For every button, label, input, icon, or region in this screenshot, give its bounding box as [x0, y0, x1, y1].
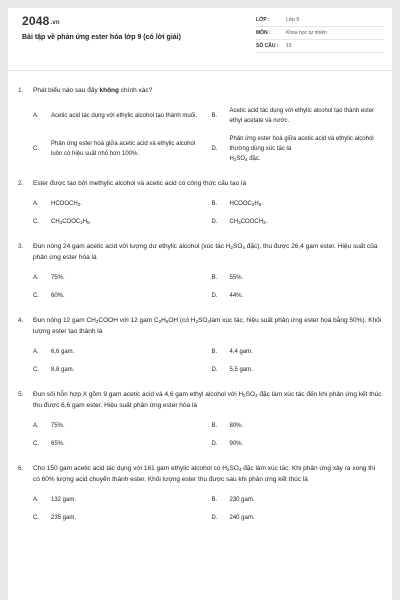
worksheet-title: Bài tập về phản ứng ester hóa lớp 9 (có lời giải)	[22, 34, 181, 41]
option-b[interactable]	[212, 347, 383, 357]
formula-part: HCOOCH	[51, 201, 78, 207]
formula-part: đặc.	[247, 156, 261, 162]
option-c[interactable]	[33, 439, 204, 449]
question-number: 1.	[18, 87, 24, 94]
option-letter: A.	[33, 349, 39, 355]
question-1	[18, 85, 382, 164]
formula-part: H	[229, 156, 234, 162]
option-grid	[18, 199, 382, 227]
formula-subscript: 4	[207, 319, 210, 324]
stem-part: Phát biểu nào sau đây	[33, 87, 100, 94]
stem-part: Đun nóng 12 gam CH	[33, 317, 96, 324]
option-text: 44%.	[229, 293, 244, 299]
stem-part: Đun nóng 24 gam acetic acid với lượng dư ethylic alcohol (xúc tác H	[33, 243, 231, 250]
option-text: 65%.	[51, 441, 65, 447]
option-letter: B.	[211, 423, 218, 429]
formula-subscript: 2	[243, 393, 246, 398]
stem-part: SO	[233, 243, 243, 250]
question-number: 2.	[18, 180, 24, 187]
question-stem: Ester được tạo bởi methylic alcohol và acetic acid có công thức cấu tạo là	[33, 180, 247, 187]
option-d[interactable]	[212, 291, 383, 301]
option-b[interactable]	[212, 199, 383, 209]
formula-subscript: 2	[158, 319, 162, 324]
question-6	[18, 463, 382, 523]
formula-subscript: 2	[80, 220, 83, 225]
stem-part: đặc làm xúc tác. Khi phản ứng xảy ra xong thì có 60% lượng acid chuyển thành ester. Khối lượng ester thu được sau khi phản ứng kết thúc là	[33, 465, 376, 483]
option-letter: A.	[33, 275, 39, 281]
stem-part: Cho 150 gam acetic acid tác dụng với 161 gam ethylic alcohol có H	[33, 465, 227, 472]
option-d[interactable]	[212, 365, 383, 375]
option-text	[51, 217, 204, 227]
option-d[interactable]	[212, 134, 383, 164]
option-letter: B.	[211, 275, 218, 281]
question-number: 5.	[18, 391, 24, 398]
logo-text: 2048	[22, 14, 50, 28]
option-letter: C.	[33, 441, 39, 447]
option-c[interactable]	[33, 134, 204, 164]
formula-part: HCOOC	[229, 201, 252, 207]
question-number: 6.	[18, 465, 24, 472]
option-text: 4,4 gam.	[229, 349, 253, 355]
option-letter: C.	[33, 293, 39, 299]
formula-part: SO	[236, 156, 246, 162]
formula-part: .	[261, 201, 263, 207]
stem-part: chính xác?	[119, 87, 153, 94]
option-letter: A.	[33, 201, 39, 207]
option-letter: D.	[211, 367, 218, 373]
worksheet-meta-table	[256, 14, 384, 53]
question-4	[18, 315, 382, 375]
formula-part: .	[89, 219, 92, 225]
question-stem	[33, 389, 382, 411]
formula-subscript: 2	[233, 157, 237, 162]
option-letter: B.	[211, 113, 218, 119]
formula-subscript: 2	[195, 319, 198, 324]
option-text: 5,5 gam.	[229, 367, 253, 373]
option-a[interactable]	[33, 106, 204, 126]
question-3	[18, 241, 382, 301]
worksheet-page	[8, 8, 392, 600]
question-number: 4.	[18, 317, 24, 324]
option-text	[51, 199, 204, 209]
option-letter: D.	[211, 219, 218, 225]
option-text: 132 gam.	[51, 497, 77, 503]
meta-label: MÔN :	[256, 30, 271, 36]
stem-part: OH (có H	[168, 317, 196, 324]
formula-part: CH	[229, 219, 239, 225]
option-letter: A.	[33, 113, 39, 119]
option-letter: C.	[33, 146, 39, 152]
option-d[interactable]	[212, 217, 383, 227]
option-letter: A.	[33, 423, 39, 429]
option-text: 6,6 gam.	[51, 349, 75, 355]
option-text: Acetic acid tác dụng với ethylic alcohol tạo thành muối.	[51, 113, 198, 119]
question-stem	[33, 463, 382, 485]
option-text: Phản ứng ester hoá giữa acetic acid và ethylic alcohol luôn có hiệu suất nhỏ hơn 100%.	[51, 141, 196, 157]
option-text: 75%.	[51, 275, 65, 281]
option-text: 90%.	[229, 441, 244, 447]
formula-subscript: 4	[245, 157, 248, 162]
stem-part: Đun sôi hỗn hợp X gồm 9 gam acetic acid và 4,6 gam ethyl alcohol với H	[33, 391, 244, 398]
option-letter: D.	[211, 441, 218, 447]
option-c[interactable]	[33, 513, 204, 523]
option-letter: B.	[211, 201, 218, 207]
question-list	[8, 71, 392, 523]
formula-part: H	[82, 219, 88, 225]
option-letter: D.	[211, 146, 218, 152]
formula-subscript: 3	[77, 202, 81, 207]
formula-subscript: 4	[238, 467, 242, 472]
formula-subscript: 2	[226, 467, 230, 472]
formula-subscript: 2	[251, 202, 255, 207]
option-text: 80%.	[229, 423, 244, 429]
formula-subscript: 4	[255, 393, 258, 398]
formula-subscript: 3	[59, 220, 63, 225]
formula-part: COOC	[62, 219, 81, 225]
option-text: 230 gam.	[229, 497, 255, 503]
option-c[interactable]	[33, 365, 204, 375]
question-5	[18, 389, 382, 449]
stem-part: COOH với 12 gam C	[98, 317, 159, 324]
stem-part: SO	[197, 317, 208, 324]
meta-label: LỚP :	[256, 17, 270, 23]
logo-suffix: .vn	[50, 20, 60, 26]
option-d[interactable]	[212, 439, 383, 449]
option-grid	[18, 347, 382, 375]
meta-label: SỐ CÂU :	[256, 43, 279, 49]
stem-emphasis: không	[99, 87, 119, 94]
option-text	[230, 217, 383, 227]
question-2	[18, 178, 382, 227]
option-text: 8,8 gam.	[51, 367, 75, 373]
meta-value: Khoa học tự nhiên	[286, 30, 327, 36]
question-stem	[33, 241, 382, 263]
meta-row-subject	[256, 27, 384, 40]
worksheet-header	[8, 8, 392, 71]
option-text: 75%.	[51, 423, 65, 429]
option-grid	[18, 106, 382, 164]
option-grid	[18, 421, 382, 449]
formula-subscript: 3	[238, 220, 241, 225]
question-number: 3.	[18, 243, 24, 250]
option-grid	[18, 273, 382, 301]
formula-subscript: 5	[258, 202, 262, 207]
option-letter: C.	[33, 367, 39, 373]
option-text	[230, 134, 383, 164]
stem-part: H	[161, 317, 166, 324]
formula-subscript: 3	[95, 319, 99, 324]
stem-part: SO	[245, 391, 256, 398]
meta-value: Lớp 9	[286, 17, 300, 23]
formula-part: CH	[51, 219, 60, 225]
formula-part: H	[254, 201, 259, 207]
question-stem	[33, 315, 382, 337]
option-letter: C.	[33, 515, 39, 521]
option-letter: D.	[211, 515, 218, 521]
option-text: 60%.	[51, 293, 65, 299]
option-grid	[18, 495, 382, 523]
meta-value: 10	[286, 43, 292, 49]
option-letter: D.	[211, 293, 218, 299]
option-d[interactable]	[212, 513, 383, 523]
meta-row-count	[256, 40, 384, 53]
option-b[interactable]	[212, 495, 383, 505]
formula-part: .	[80, 201, 82, 207]
option-a[interactable]	[33, 495, 204, 505]
option-b[interactable]	[212, 273, 383, 283]
formula-subscript: 3	[263, 220, 266, 225]
option-c[interactable]	[33, 217, 204, 227]
option-text-part: Phản ứng ester hoá giữa acetic acid và ethylic alcohol thường dùng xúc tác là	[229, 136, 374, 152]
option-c[interactable]	[33, 291, 204, 301]
option-a[interactable]	[33, 273, 204, 283]
stem-part: đặc làm xúc tác đến khi phản ứng kết thúc thu được 6,6 gam ester. Hiệu suất phản ứng ester hóa là	[33, 391, 382, 409]
option-text: 55%.	[229, 275, 244, 281]
formula-subscript: 5	[87, 220, 90, 225]
option-a[interactable]	[33, 199, 204, 209]
option-a[interactable]	[33, 421, 204, 431]
formula-part: COOCH	[240, 219, 264, 225]
option-letter: B.	[211, 497, 218, 503]
formula-subscript: 5	[165, 319, 169, 324]
stem-part: SO	[229, 465, 239, 472]
meta-row-grade	[256, 14, 384, 27]
stem-part: làm xúc tác, hiệu suất phản ứng ester hoá bằng 50%). Khối lượng ester tạo thành là	[33, 317, 382, 335]
option-text: Acetic acid tác dụng với ethylic alcohol tạo thành ester ethyl acetate và nước.	[229, 108, 375, 124]
option-text	[230, 199, 383, 209]
formula-part: .	[265, 219, 268, 225]
formula-subscript: 4	[242, 245, 245, 250]
option-b[interactable]	[212, 106, 383, 126]
option-letter: A.	[33, 497, 39, 503]
formula-subscript: 2	[230, 245, 234, 250]
option-letter: C.	[33, 219, 39, 225]
question-stem	[33, 85, 382, 96]
option-a[interactable]	[33, 347, 204, 357]
option-text: 235 gam.	[51, 515, 77, 521]
option-text: 240 gam.	[229, 515, 255, 521]
site-logo[interactable]	[22, 14, 60, 28]
stem-part: đặc), thu được 26,4 gam ester. Hiệu suất của phản ứng ester hóa là	[33, 243, 378, 261]
option-letter: B.	[211, 349, 218, 355]
option-b[interactable]	[212, 421, 383, 431]
